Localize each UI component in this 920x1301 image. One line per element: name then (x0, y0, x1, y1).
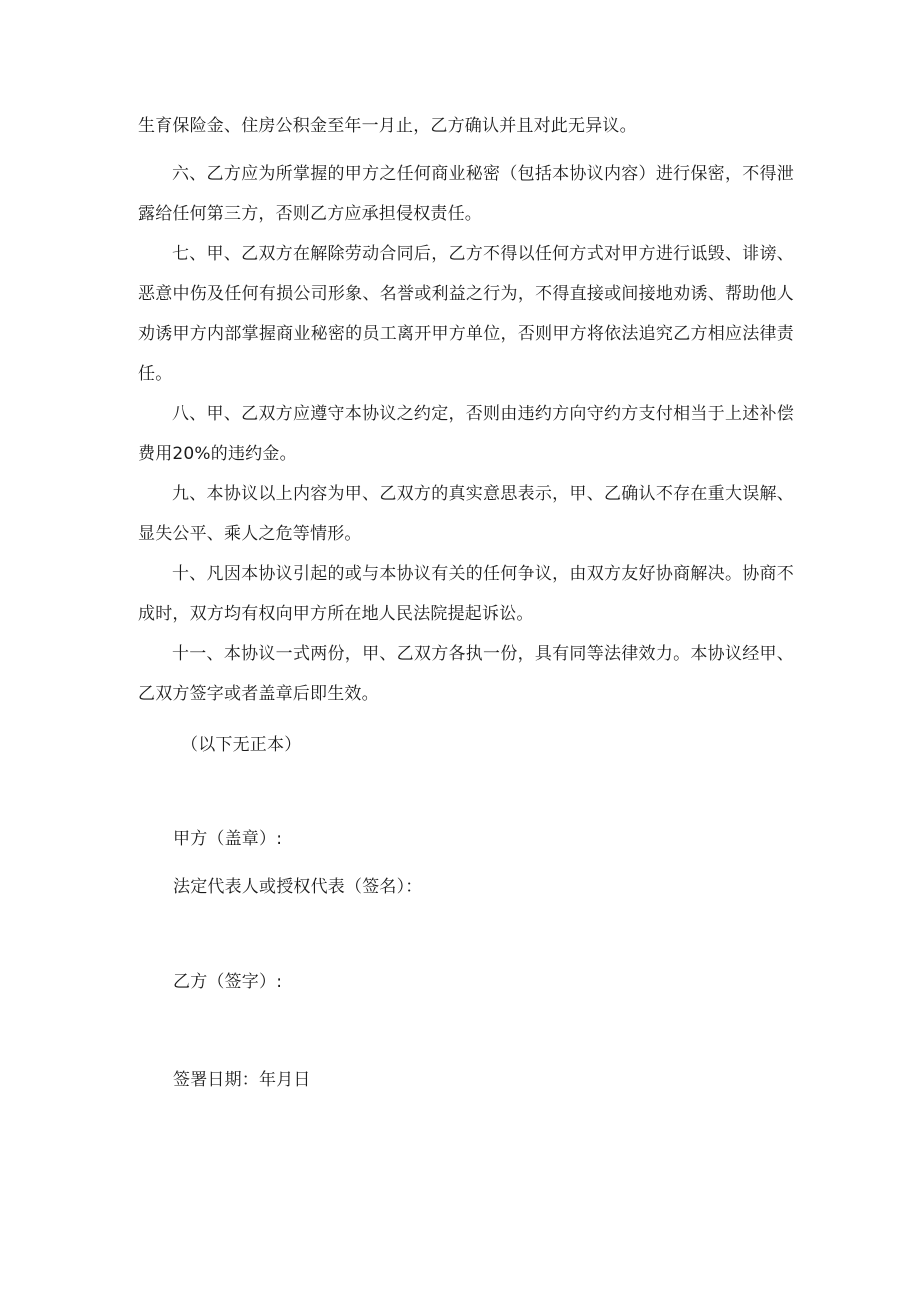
clause-eight: 八、甲、乙双方应遵守本协议之约定，否则由违约方向守约方支付相当于上述补偿费用20%的违约金。 (138, 404, 794, 464)
clause-ten: 十、凡因本协议引起的或与本协议有关的任何争议，由双方友好协商解决。协商不成时，双方均有权向甲方所在地人民法院提起诉讼。 (138, 564, 794, 624)
signing-date-label: 签署日期：年月日 (173, 1070, 311, 1090)
clause-seven: 七、甲、乙双方在解除劳动合同后，乙方不得以任何方式对甲方进行诋毁、诽谤、恶意中伤及任何有损公司形象、名誉或利益之行为，不得直接或间接地劝诱、帮助他人劝诱甲方内部掌握商业秘密的员工离开甲方单位，否则甲方将依法追究乙方相应法律责任。 (138, 244, 794, 384)
clause-eleven: 十一、本协议一式两份，甲、乙双方各执一份，具有同等法律效力。本协议经甲、乙双方签字或者盖章后即生效。 (138, 644, 794, 704)
clause-six: 六、乙方应为所掌握的甲方之任何商业秘密（包括本协议内容）进行保密，不得泄露给任何第三方，否则乙方应承担侵权责任。 (138, 164, 794, 224)
party-a-seal-label: 甲方（盖章）: (173, 829, 283, 849)
party-b-signature-label: 乙方（签字）: (173, 972, 283, 992)
end-of-text-note: （以下无正本） (181, 735, 302, 755)
legal-representative-signature-label: 法定代表人或授权代表（签名）： (173, 877, 423, 897)
paragraph-continuation: 生育保险金、住房公积金至年一月止，乙方确认并且对此无异议。 (138, 116, 637, 136)
clause-nine: 九、本协议以上内容为甲、乙双方的真实意思表示，甲、乙确认不存在重大误解、显失公平、乘人之危等情形。 (138, 484, 794, 544)
